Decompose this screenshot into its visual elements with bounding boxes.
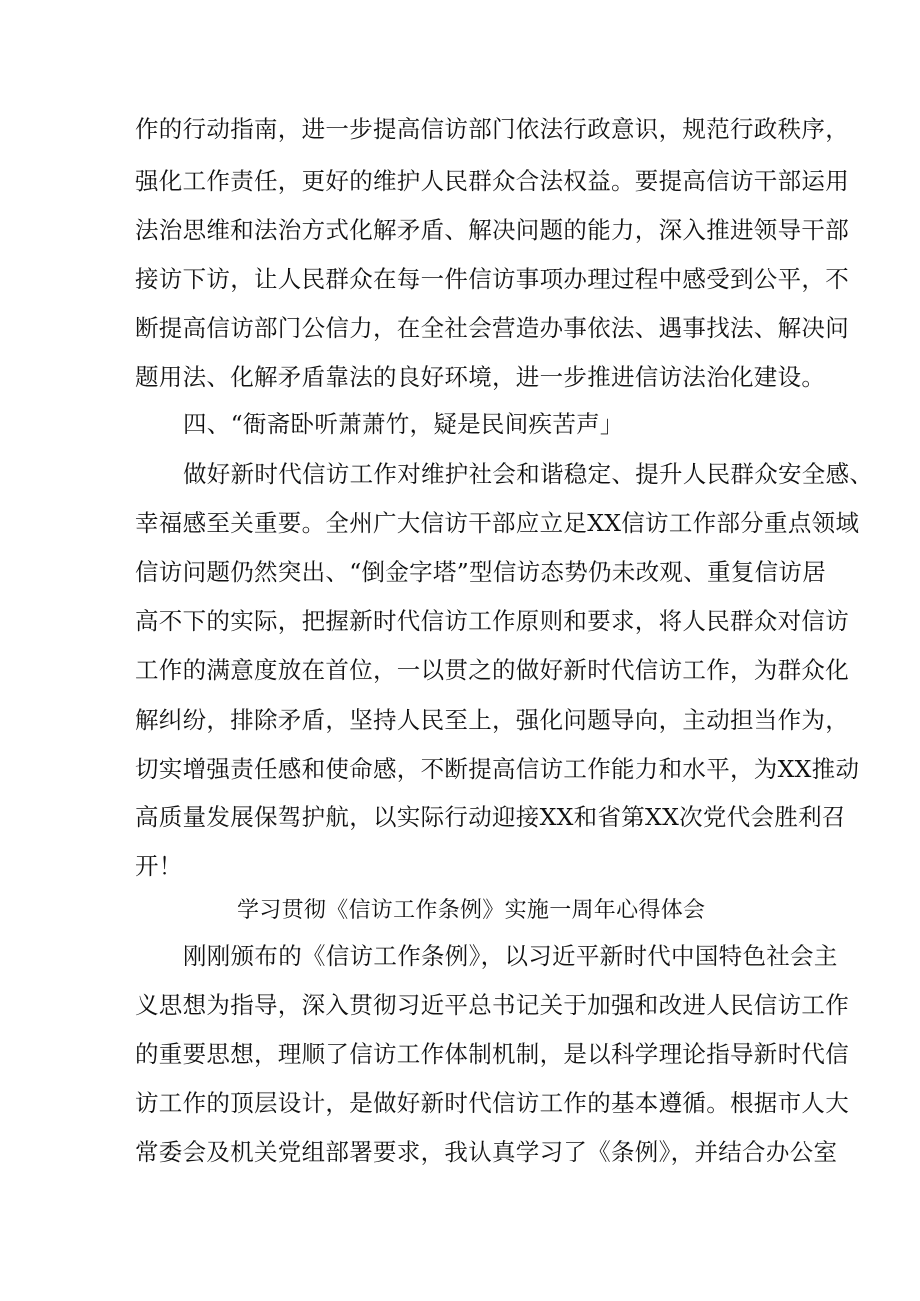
text-line: 断提高信访部门公信力，在全社会营造办事依法、遇事找法、解决问	[135, 314, 849, 342]
text-line: 工作的满意度放在首位，一以贯之的做好新时代信访工作，为群众化	[135, 656, 849, 684]
text-line: 作的行动指南，进一步提高信访部门依法行政意识，规范行政秩序，	[135, 115, 849, 143]
text-line: 题用法、化解矛盾靠法的良好环境，进一步推进信访法治化建设。	[135, 363, 826, 391]
text-line: 接访下访，让人民群众在每一件信访事项办理过程中感受到公平，不	[135, 265, 849, 293]
text-line: 常委会及机关党组部署要求，我认真学习了《条例》，并结合办公室	[135, 1138, 838, 1166]
text-line: 幸福感至关重要。全州广大信访干部应立足XX信访工作部分重点领域	[135, 509, 860, 537]
text-line: 高不下的实际，把握新时代信访工作原则和要求，将人民群众对信访	[135, 607, 849, 635]
text-line: 开！	[135, 852, 183, 880]
text-line: 解纠纷，排除矛盾，坚持人民至上，强化问题导向，主动担当作为，	[135, 706, 849, 734]
text-line: 的重要思想，理顺了信访工作体制机制，是以科学理论指导新时代信	[135, 1040, 849, 1068]
text-line: 高质量发展保驾护航，以实际行动迎接XX和省第XX次党代会胜利召	[135, 803, 846, 831]
article-title: 学习贯彻《信访工作条例》实施一周年心得体会	[237, 898, 706, 923]
section-heading: 四、“衙斋卧听萧萧竹，疑是民间疾苦声」	[183, 410, 624, 438]
text-line: 义思想为指导，深入贯彻习近平总书记关于加强和改进人民信访工作	[135, 991, 849, 1019]
text-line: 做好新时代信访工作对维护社会和谐稳定、提升人民群众安全感、	[183, 460, 874, 488]
text-line: 强化工作责任，更好的维护人民群众合法权益。要提高信访干部运用	[135, 167, 849, 195]
text-line: 访工作的顶层设计，是做好新时代信访工作的基本遵循。根据市人大	[135, 1089, 849, 1117]
text-line: 法治思维和法治方式化解矛盾、解决问题的能力，深入推进领导干部	[135, 216, 849, 244]
text-line: 信访问题仍然突出、“倒金字塔”型信访态势仍未改观、重复信访居	[135, 558, 827, 586]
text-line: 刚刚颁布的《信访工作条例》，以习近平新时代中国特色社会主	[183, 942, 838, 970]
text-line: 切实增强责任感和使命感，不断提高信访工作能力和水平，为XX推动	[135, 755, 860, 783]
